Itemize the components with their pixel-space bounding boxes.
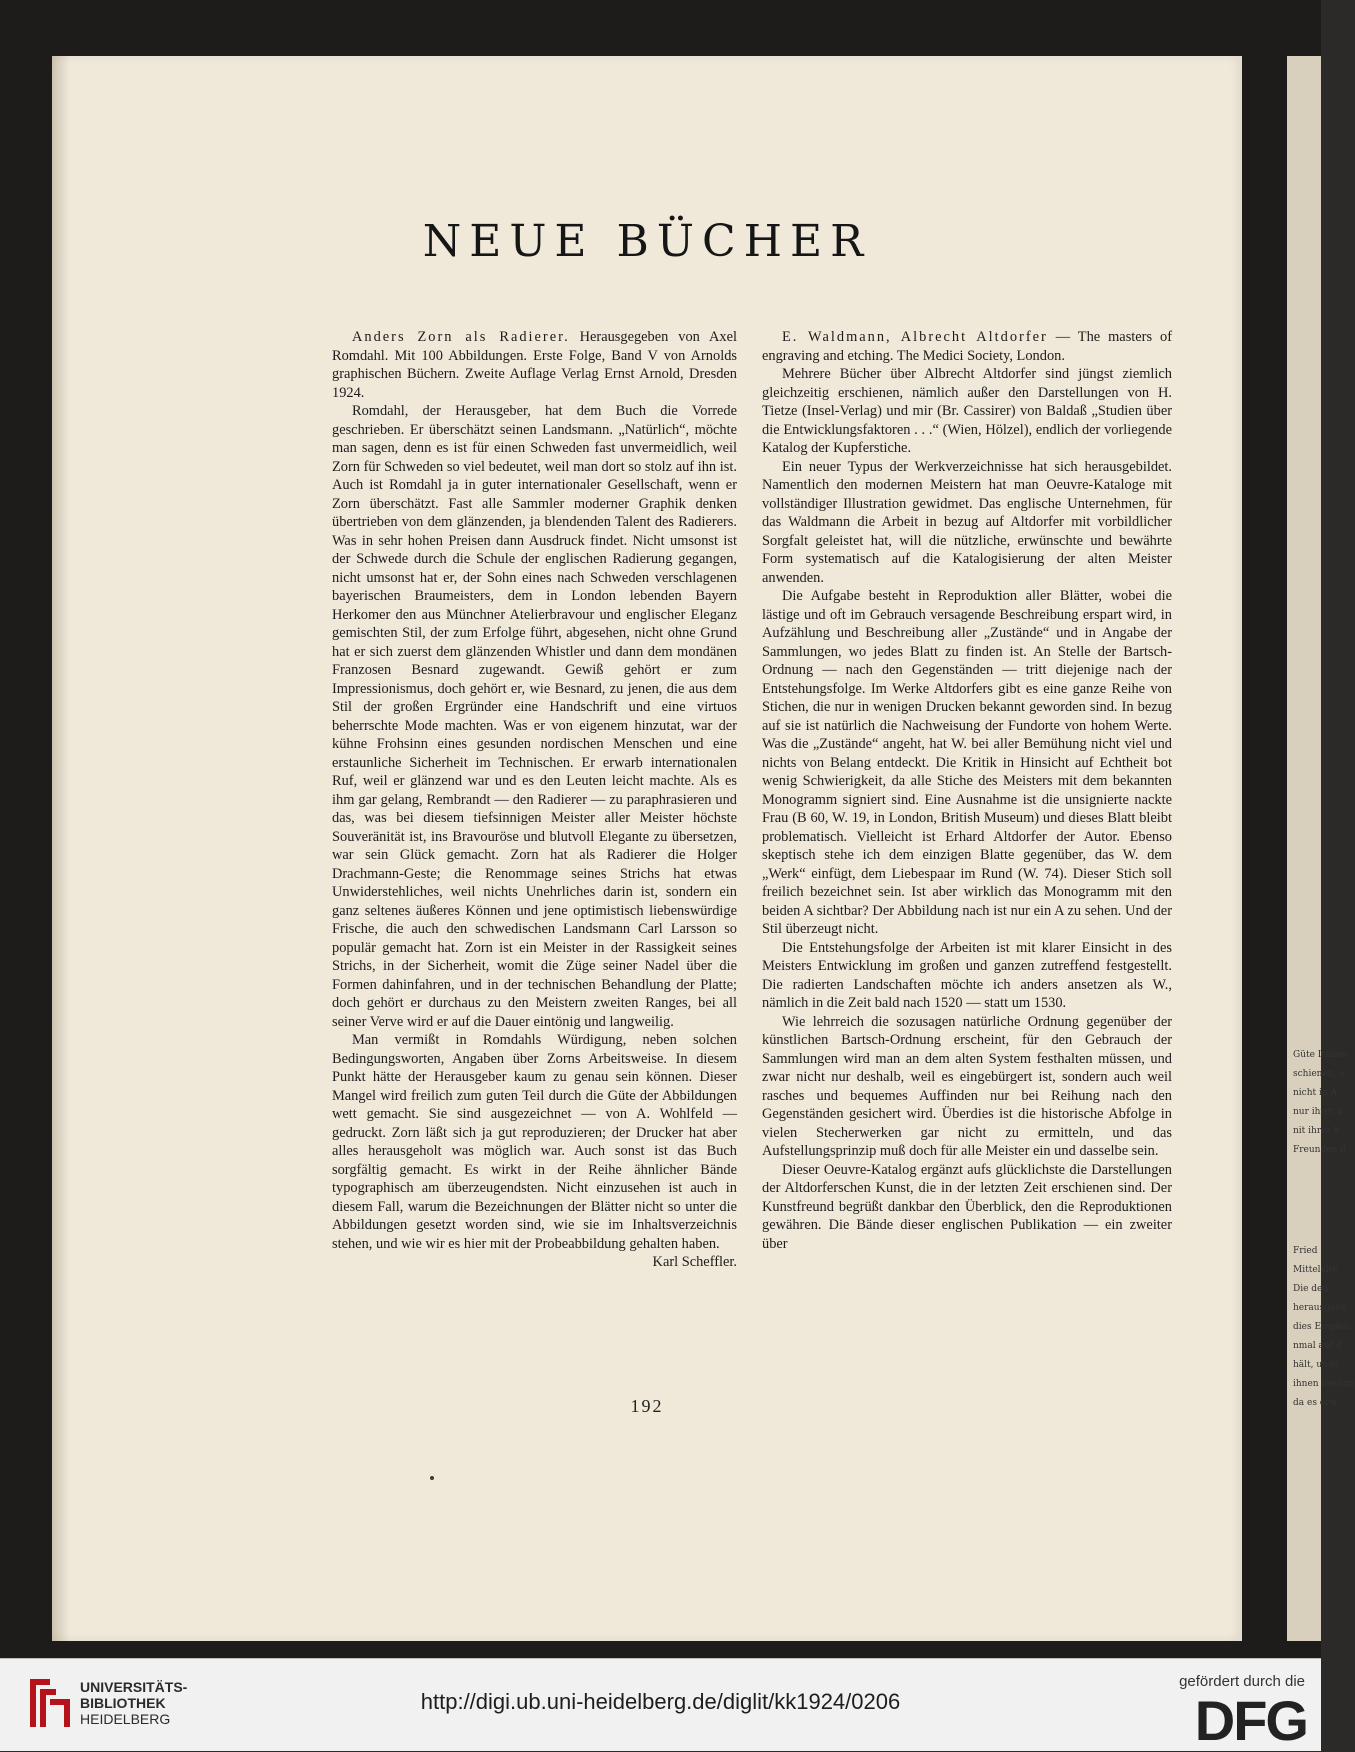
next-page-line: Freunden d <box>1293 1145 1346 1155</box>
page-number: 192 <box>630 1396 664 1416</box>
next-page-line: Güte Italien <box>1293 1050 1348 1060</box>
next-page-line: Mittelalte <box>1293 1265 1338 1275</box>
right-paragraph-5: Wie lehrreich die sozusagen natürliche Ordnung gegenüber der künstlichen Bartsch-Ordnung erscheint, für den Gebrauch der Sammlungen wird man an dem alten System festhalten müssen, und zwar nicht nur deshalb, weil es eingebürgert ist, sondern auch weil rasches und bequemes Auffinden nur bei Reihung nach den Gegenständen gesichert wird. Überdies ist die historische Abfolge in vielen Stecherwerken gar nicht zu ermitteln, und das Aufstellungsprinzip muß doch für alle Meister ein und dasselbe sein. <box>762 1013 1172 1159</box>
permalink-url[interactable]: http://digi.ub.uni-heidelberg.de/diglit/kk1924/0206 <box>420 1689 901 1714</box>
right-paragraph-6: Dieser Oeuvre-Katalog ergänzt aufs glücklichste die Darstellungen der Altdorferschen Kunst, die in der letzten Zeit erschienen sind. Der Kunstfreund begrüßt dankbar den Überblick, den die Reproduktionen gewähren. Die Bände dieser englischen Publikation — ein zweiter über <box>762 1161 1172 1252</box>
logo-text-line-1: UNIVERSITÄTS- <box>80 1679 188 1695</box>
next-page-line: Die deu <box>1293 1284 1329 1294</box>
next-page-line: dies Empfeh <box>1293 1322 1350 1332</box>
author-signature: Karl Scheffler. <box>652 1254 737 1270</box>
logo-text-line-2: BIBLIOTHEK <box>80 1695 166 1711</box>
left-heading-details: Herausgegeben von Axel Romdahl. Mit 100 Abbildungen. Erste Folge, Band V von Arnolds graphischen Büchern. Zweite Auflage Verlag Ernst Arnold, Dresden 1924. <box>332 329 737 401</box>
right-paragraph-3: Die Aufgabe besteht in Reproduktion aller Blätter, wobei die lästige und oft im Gebrauch versagende Beschreibung erspart wird, in Aufzählung und Beschreibung aller „Zustände“ und in Angabe der Sammlungen, wo jedes Blatt zu finden ist. An Stelle der Bartsch-Ordnung — nach den Gegenständen — tritt diejenige nach der Entstehungsfolge. Im Werke Altdorfers gibt es eine ganze Reihe von Stichen, die nur in wenigen Drucken bekannt geworden sind. In bezug auf sie ist natürlich die Nachweisung der Fundorte von hohem Werte. Was die „Zustände“ angeht, hat W. bei aller Bemühung nicht viel und nichts von Belang entdeckt. Die Kritik in Hinsicht auf Echtheit bot wenig Schwierigkeit, da alle Stiche des Meisters mit dem bekannten Monogramm signiert sind. Eine Ausnahme ist die unsignierte nackte Frau (B 60, W. 19, in London, British Museum) und dieses Blatt bleibt problematisch. Vielleicht ist Erhard Altdorfer der Autor. Ebenso skeptisch stehe ich dem einzigen Blatte gegenüber, das W. dem „Werk“ einfügt, dem Liebespaar im Rund (W. 74). Dieser Stich soll freilich bezeichnet sein. Ist aber wirklich das Monogramm mit den beiden A sichtbar? Der Abbildung nach ist nur ein A zu sehen. Und der Stil überzeugt nicht. <box>762 588 1172 937</box>
next-page-line: schienen, e <box>1293 1069 1345 1079</box>
right-paragraph-4: Die Entstehungsfolge der Arbeiten ist mit klarer Einsicht in des Meisters Entwicklung im großen und ganzen zutreffend festgestellt. Die radierten Landschaften möchte ich anders ansetzen als W., nämlich in die Zeit bald nach 1520 — statt um 1530. <box>762 939 1172 1011</box>
next-page-line: herausgabe <box>1293 1303 1347 1313</box>
right-paragraph-2: Ein neuer Typus der Werkverzeichnisse hat sich herausgebildet. Namentlich den modernen Meistern hat man Oeuvre-Kataloge mit vollständiger Illustration gewidmet. Das englische Unternehmen, für das Waldmann die Arbeit in bezug auf Altdorfer mit vorbildlicher Sorgfalt geleistet hat, will die nützliche, erwünschte und bewährte Form systematisch auf die Katalogisierung der alten Meister anwenden. <box>762 458 1172 586</box>
right-heading-details: — The masters of engraving and etching. The Medici Society, London. <box>762 329 1172 364</box>
print-dot <box>430 1476 434 1480</box>
next-page-line: nit ihrer k <box>1293 1126 1340 1136</box>
left-paragraph-1: Romdahl, der Herausgeber, hat dem Buch die Vorrede geschrieben. Er überschätzt seinen Landsmann. „Natürlich“, möchte man sagen, denn es ist für einen Schweden fast unvermeidlich, weil Zorn für Schweden so viel bedeutet, weil man dort so stolz auf ihn ist. Auch ist Romdahl ja in guter internationaler Gesellschaft, wenn er Zorn überschätzt. Fast alle Sammler moderner Graphik denken übertrieben von dem glänzenden, ja blendenden Talent des Radierers. Was in sehr hohen Preisen dann Ausdruck findet. Nicht umsonst ist der Schwede durch die Schule der englischen Radierung gegangen, nicht umsonst hat er, der Sohn eines nach Schweden verschlagenen bayerischen Braumeisters, dem in London lebenden Bayern Herkomer den aus Münchner Atelierbravour und englischer Eleganz gemischten Stil, der zum Erfolge führt, abgesehen, nicht ohne Grund hat er sich zuerst dem glänzenden Whistler und dann dem mondänen Franzosen Besnard zugewandt. Gewiß gehört er zum Impressionismus, doch gehört er, wie Besnard, zu jenen, die aus dem Stil der großen Ergründer eine Handschrift und eine virtuos beherrschte Mode machten. Was er von eigenem hinzutat, war der kühne Frohsinn eines gesunden nordischen Menschen und eine erstaunliche Sicherheit im Technischen. Er erwarb internationalen Ruf, weil er glänzend war und es den Leuten leicht machte. Als es ihm gar gelang, Rembrandt — den Radierer — zu paraphrasieren und das, was bei diesem tiefsinnigen Meister aller Meister höchste Souveränität ist, ins Bravouröse und blutvoll Elegante zu übersetzen, war sein Glück gemacht. Zorn hat als Radierer die Holger Drachmann-Geste; die Renommage seines Strichs hat etwas Unwiderstehliches, weil nichts Unehrliches darin ist, sondern ein ganz seltenes äußeres Können und jene optimistisch liebenswürdige Frische, die auch den schwedischen Landsmann Carl Larsson so populär gemacht hat. Zorn ist ein Meister in der Rassigkeit seines Strichs, in der Sicherheit, womit die Züge seiner Nadel über die Formen dahinfahren, und in der technischen Behandlung der Platte; doch gehört er durchaus zu den Meistern zweiten Ranges, bei all seiner Verve wird er auf die Dauer eintönig und langweilig. <box>332 403 737 1030</box>
right-paragraph-1: Mehrere Bücher über Albrecht Altdorfer sind jüngst ziemlich gleichzeitig erschienen, nämlich außer den Darstellungen von H. Tietze (Insel-Verlag) und mir (Br. Cassirer) von Baldaß „Studien über die Entwicklungsfaktoren . . .“ (Wien, Hölzel), endlich der vorliegende Katalog der Kupferstiche. <box>762 366 1172 456</box>
next-page-text-group-2 <box>1287 1242 1355 1413</box>
next-page-line: Fried <box>1293 1246 1318 1256</box>
left-paragraph-2 <box>332 1031 737 1270</box>
next-page-line: hält, unwi <box>1293 1360 1339 1370</box>
next-page-text-group-1 <box>1287 1046 1347 1160</box>
next-page-line: ihnen bekann <box>1293 1379 1355 1389</box>
footer-bar <box>0 1658 1321 1751</box>
logo-text-line-3: HEIDELBERG <box>80 1711 171 1727</box>
left-column <box>332 328 737 1272</box>
right-heading-title: E. Waldmann, Albrecht Altdorfer <box>782 329 1048 345</box>
next-page-line: nicht in A <box>1293 1088 1338 1098</box>
next-page-line: da es erw <box>1293 1398 1338 1408</box>
book-page <box>52 56 1242 1641</box>
left-paragraph-2-text: Man vermißt in Romdahls Würdigung, neben solchen Bedingungsworten, Angaben über Zorns Arbeitsweise. In diesem Punkt hätte der Herausgeber kaum zu genau sein können. Dieser Mangel wird freilich zum guten Teil durch die Güte der Abbildungen wett gemacht. Sie sind ausgezeichnet — von A. Wohlfeld — gedruckt. Zorn läßt sich ja gut reproduzieren; der Drucker hat aber alles herausgeholt was möglich war. Auch sonst ist das Buch sorgfältig gemacht. Es wirkt in der Reihe ähnlicher Bände typographisch am überzeugendsten. Nicht einzusehen ist auch in diesem Fall, warum die Bezeichnungen der Blätter nicht so unter die Abbildungen gesetzt worden sind, wie sie im Inhaltsverzeichnis stehen, und wie wir es hier mit der Probeabbildung gehalten haben. <box>332 1032 737 1252</box>
right-heading <box>762 328 1172 365</box>
left-heading-title: Anders Zorn als Radierer. <box>352 329 570 345</box>
right-column <box>762 328 1172 1253</box>
next-page-line: nmal auf d <box>1293 1341 1342 1351</box>
page-title: NEUE BÜCHER <box>422 216 872 267</box>
left-heading <box>332 328 737 402</box>
next-page-edge <box>1287 56 1355 1641</box>
next-page-line: nur ihrer k <box>1293 1107 1343 1117</box>
funding-caption: gefördert durch die <box>1179 1673 1305 1690</box>
dfg-logo[interactable]: DFG <box>1194 1689 1307 1752</box>
